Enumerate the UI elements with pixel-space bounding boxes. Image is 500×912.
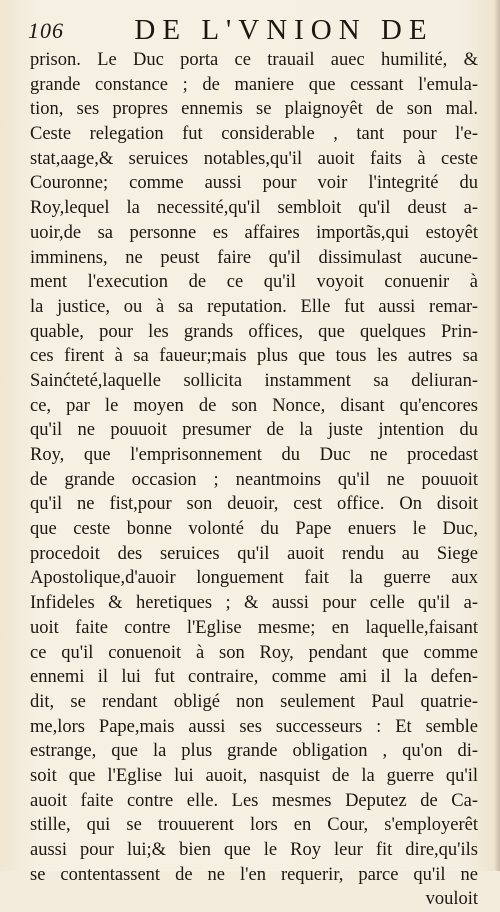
text-line: uoit faite contre l'Eglise mesme; en laquelle,faisant bbox=[30, 617, 478, 638]
text-line: stille, qui se trouuerent lors en Cour, s'employerêt bbox=[30, 815, 478, 836]
text-line: que ceste bonne volonté du Pape enuers le Duc, bbox=[30, 519, 478, 540]
text-line: prison. Le Duc porta ce trauail auec humilité, & bbox=[30, 50, 478, 70]
text-line: qu'il ne fist,pour son deuoir, cest office. On disoit bbox=[30, 494, 478, 515]
text-line: qu'il ne pouuoit presumer de la juste jntention du bbox=[30, 420, 478, 441]
text-line: Sainćteté,laquelle sollicita instamment sa deliuran- bbox=[30, 370, 478, 391]
text-line: ennemi il lui fut contraire, comme ami il la defen- bbox=[30, 667, 478, 688]
text-line: dit, se rendant obligé non seulement Paul quatrie- bbox=[30, 691, 478, 712]
text-line: de grande occasion ; neantmoins qu'il ne pouuoit bbox=[30, 469, 478, 490]
text-line: tion, ses propres ennemis se plaignoyêt de son mal. bbox=[30, 99, 478, 120]
text-line: me,lors Pape,mais aussi ses successeurs : Et semble bbox=[30, 716, 478, 737]
text-line: grande constance ; de maniere que cessant l'emula- bbox=[30, 74, 478, 95]
running-head: DE L'VNION DE bbox=[134, 14, 434, 46]
page-number: 106 bbox=[28, 18, 64, 43]
text-line: Roy, que l'emprisonnement du Duc ne procedast bbox=[30, 445, 478, 465]
text-line: procedoit des seruices qu'il auoit rendu au Siege bbox=[30, 543, 478, 564]
page-edge-shadow bbox=[494, 0, 500, 871]
text-line: estrange, que la plus grande obligation , qu'on di- bbox=[30, 741, 478, 762]
text-line: imminens, ne peust faire qu'il dissimulast aucune- bbox=[30, 247, 478, 268]
page-header bbox=[22, 14, 478, 46]
text-line: Infideles & heretiques ; & aussi pour celle qu'il a- bbox=[30, 593, 478, 614]
text-line: Ceste relegation fut considerable , tant pour l'e- bbox=[30, 124, 478, 145]
text-line: ce, par le moyen de son Nonce, disant qu'encores bbox=[30, 395, 478, 416]
text-line: ment l'execution de ce qu'il voyoit conuenir à bbox=[30, 272, 478, 293]
text-line: quable, pour les grands offices, que quelques Prin- bbox=[30, 321, 478, 342]
text-line: aussi pour lui;& bien que le Roy leur fit dire,qu'ils bbox=[30, 840, 478, 860]
catchword: vouloit bbox=[425, 889, 478, 910]
text-line: Roy,lequel la necessité,qu'il sembloit qu'il deust a- bbox=[30, 198, 478, 219]
text-line: se contentassent de ne l'en requerir, parce qu'il ne bbox=[30, 864, 478, 885]
text-line: Couronne; comme aussi pour voir l'integrité du bbox=[30, 173, 478, 194]
text-line: ce qu'il conuenoit à son Roy, pendant que comme bbox=[30, 642, 478, 663]
text-line: uoir,de sa personne es affaires importãs,qui estoyêt bbox=[30, 222, 478, 243]
body-text bbox=[30, 48, 478, 912]
text-line: ces firent à sa faueur;mais plus que tous les autres sa bbox=[30, 346, 478, 367]
text-line: stat,aage,& seruices notables,qu'il auoit faits à ceste bbox=[30, 148, 478, 169]
text-line: auoit faite contre elle. Les mesmes Deputez de Ca- bbox=[30, 790, 478, 811]
text-line: la justice, ou à sa reputation. Elle fut aussi remar- bbox=[30, 296, 478, 317]
text-line: Apostolique,d'auoir longuement fait la guerre aux bbox=[30, 568, 478, 589]
text-line: soit que l'Eglise lui auoit, nasquist de la guerre qu'il bbox=[30, 765, 478, 786]
